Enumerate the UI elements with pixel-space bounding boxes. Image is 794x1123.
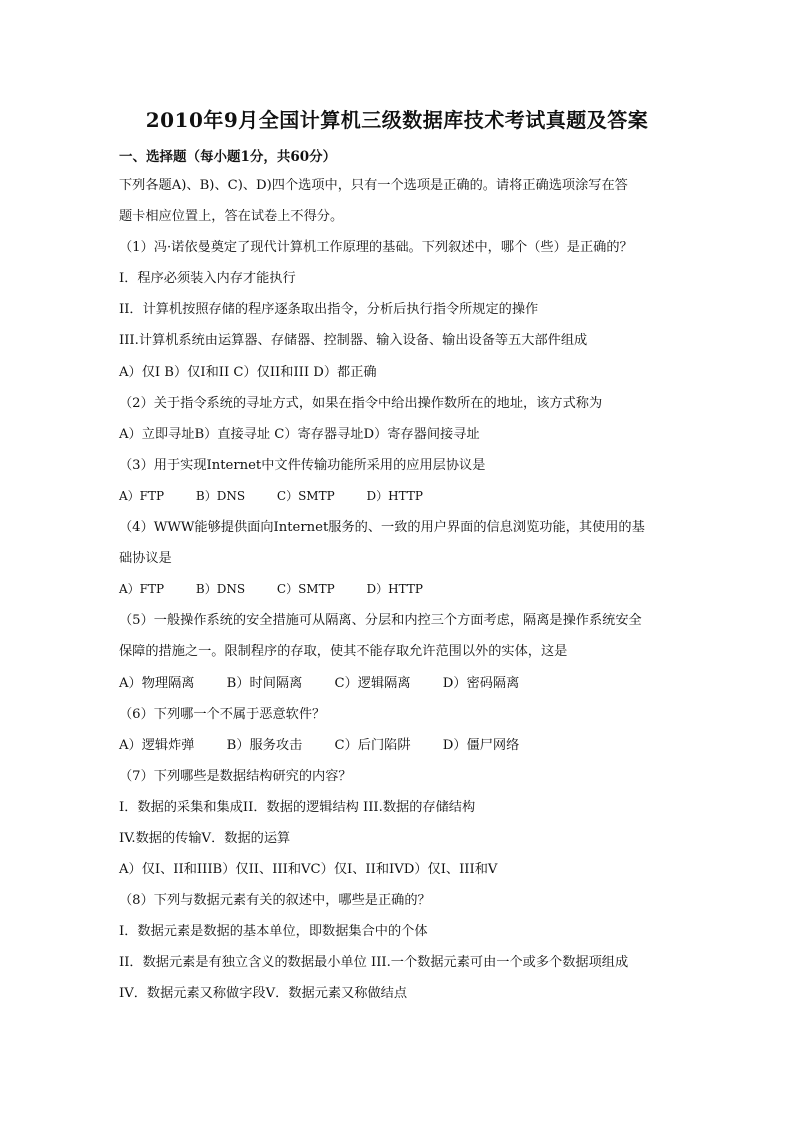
question-3-option-b: B）DNS [195, 488, 246, 503]
question-3-stem: （3）用于实现Internet中文件传输功能所采用的应用层协议是 [119, 457, 486, 473]
question-3-option-c: C）SMTP [276, 488, 335, 503]
question-8-statement-3: IV．数据元素又称做字段V．数据元素又称做结点 [119, 986, 408, 1002]
document-title: 2010年9月全国计算机三级数据库技术考试真题及答案 [145, 108, 649, 132]
question-3-option-d: D）HTTP [366, 488, 423, 503]
question-1-statement-3: III.计算机系统由运算器、存储器、控制器、输入设备、输出设备等五大部件组成 [119, 333, 588, 349]
question-4-option-b: B）DNS [195, 582, 246, 597]
question-5-stem-1: （5）一般操作系统的安全措施可从隔离、分层和内控三个方面考虑，隔离是操作系统安全 [119, 613, 642, 629]
exam-body [119, 170, 679, 1010]
question-7-statements-1: I．数据的采集和集成II．数据的逻辑结构 III.数据的存储结构 [119, 799, 476, 815]
question-1-stem: （1）冯·诺依曼奠定了现代计算机工作原理的基础。下列叙述中，哪个（些）是正确的？ [119, 240, 633, 256]
instruction-line-2: 题卡相应位置上，答在试卷上不得分。 [119, 209, 344, 225]
question-6-option-d: D）僵尸网络 [442, 737, 520, 753]
question-1-statement-2: II．计算机按照存储的程序逐条取出指令，分析后执行指令所规定的操作 [119, 302, 539, 318]
question-5-option-a: A）物理隔离 [119, 675, 195, 691]
question-6-option-b: B）服务攻击 [226, 737, 303, 753]
question-4-option-d: D）HTTP [366, 582, 423, 597]
question-6-option-c: C）后门陷阱 [334, 737, 411, 753]
question-4-option-a: A）FTP [119, 582, 165, 597]
question-5-option-d: D）密码隔离 [442, 675, 520, 691]
question-4-options [119, 574, 679, 605]
question-5-options [119, 668, 679, 699]
question-3-option-a: A）FTP [119, 488, 165, 503]
instruction-line-1: 下列各题A)、B)、C)、D)四个选项中，只有一个选项是正确的。请将正确选项涂写在答 [119, 178, 628, 193]
question-2-stem: （2）关于指令系统的寻址方式，如果在指令中给出操作数所在的地址，该方式称为 [119, 395, 603, 411]
question-8-statement-1: I．数据元素是数据的基本单位，即数据集合中的个体 [119, 924, 428, 940]
question-7-statements-2: IV.数据的传输V．数据的运算 [119, 830, 291, 846]
question-1-options: A）仅I B）仅I和II C）仅II和III D）都正确 [119, 364, 377, 380]
question-6-options [119, 730, 679, 761]
question-7-options: A）仅I、II和IIIB）仅II、III和VC）仅I、II和IVD）仅I、III和V [119, 862, 498, 878]
question-8-stem: （8）下列与数据元素有关的叙述中，哪些是正确的？ [119, 893, 431, 909]
question-1-statement-1: I．程序必须装入内存才能执行 [119, 271, 296, 287]
question-6-stem: （6）下列哪一个不属于恶意软件？ [119, 706, 326, 722]
question-8-statement-2: II．数据元素是有独立含义的数据最小单位 III.一个数据元素可由一个或多个数据项组成 [119, 955, 629, 971]
question-4-stem-1: （4）WWW能够提供面向Internet服务的、一致的用户界面的信息浏览功能，其使用的基 [119, 520, 645, 536]
question-5-option-b: B）时间隔离 [226, 675, 303, 691]
question-6-option-a: A）逻辑炸弹 [119, 737, 195, 753]
section-heading: 一、选择题（每小题1分，共60分） [119, 149, 337, 165]
question-4-option-c: C）SMTP [276, 582, 335, 597]
question-3-options [119, 481, 679, 512]
question-5-stem-2: 保障的措施之一。限制程序的存取，使其不能存取允许范围以外的实体，这是 [119, 644, 568, 660]
question-2-options: A）立即寻址B）直接寻址 C）寄存器寻址D）寄存器间接寻址 [119, 426, 480, 442]
question-5-option-c: C）逻辑隔离 [334, 675, 411, 691]
question-7-stem: （7）下列哪些是数据结构研究的内容？ [119, 768, 352, 784]
question-4-stem-2: 础协议是 [119, 551, 172, 567]
